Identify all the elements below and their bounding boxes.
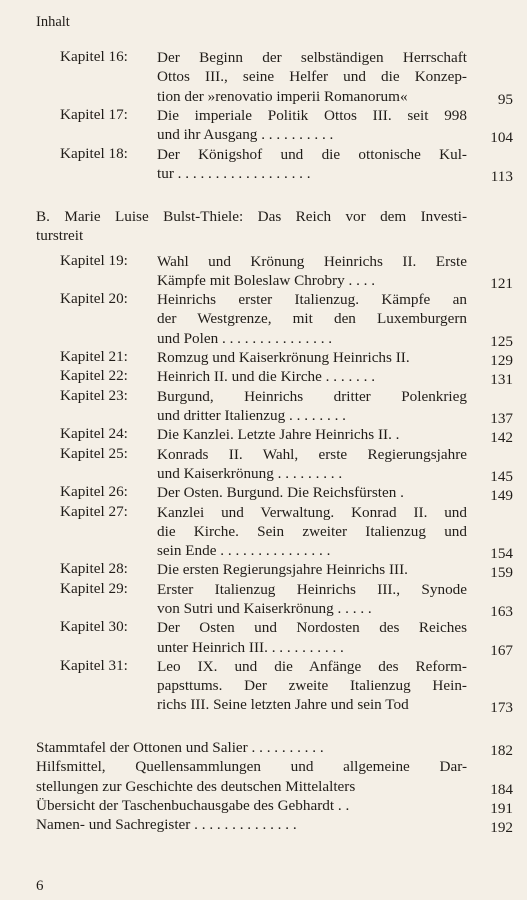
chapter-title-line: Kämpfe mit Boleslaw Chrobry . . . . (157, 271, 376, 289)
page-reference: 154 (490, 545, 513, 563)
page-reference: 104 (490, 129, 513, 147)
chapter-title-line: unter Heinrich III. . . . . . . . . . . (157, 638, 344, 656)
page-reference: 192 (490, 819, 513, 837)
chapter-title-line: Heinrich II. und die Kirche . . . . . . . (157, 368, 376, 386)
chapter-title-line: Der Beginn der selbständigen Herrschaft (157, 49, 467, 66)
chapter-title-line: Wahl und Krönung Heinrichs II. Erste (157, 252, 467, 270)
page-reference: 167 (490, 641, 513, 659)
page-reference: 121 (490, 274, 513, 292)
appendix-title-line: Namen- und Sachregister . . . . . . . . . . . . . . (36, 816, 297, 834)
appendix-title-line: Stammtafel der Ottonen und Salier . . . . . . . . . . (36, 739, 324, 756)
running-header: Inhalt (36, 14, 70, 30)
chapter-title-line: Der Königshof und die ottonische Kul- (157, 145, 467, 163)
page-reference: 173 (490, 699, 513, 717)
chapter-label: Kapitel 24: (60, 425, 128, 443)
chapter-title-line: Der Osten. Burgund. Die Reichsfürsten . (157, 484, 404, 502)
chapter-title-line: Romzug und Kaiserkrönung Heinrichs II. (157, 349, 410, 367)
chapter-label: Kapitel 20: (60, 290, 128, 308)
chapter-title-line: Ottos III., seine Helfer und die Konzep- (157, 68, 467, 86)
page-reference: 95 (497, 90, 513, 108)
chapter-title-line: tion der »renovatio imperii Romanorum« (157, 87, 408, 105)
chapter-title-line: Kanzlei und Verwaltung. Konrad II. und (157, 503, 467, 521)
chapter-label: Kapitel 26: (60, 483, 128, 501)
chapter-title-line: Heinrichs erster Italienzug. Kämpfe an (157, 291, 467, 309)
page-reference: 182 (490, 742, 513, 759)
chapter-label: Kapitel 17: (60, 105, 128, 123)
chapter-label: Kapitel 19: (60, 251, 128, 269)
chapter-title-line: die Kirche. Sein zweiter Italienzug und (157, 522, 467, 540)
page-reference: 142 (490, 429, 513, 447)
chapter-label: Kapitel 23: (60, 386, 128, 404)
page-reference: 163 (490, 602, 513, 620)
appendix-title-line: Übersicht der Taschenbuchausgabe des Gebhardt . . (36, 796, 350, 814)
page-reference: 125 (490, 332, 513, 350)
chapter-title-line: und Kaiserkrönung . . . . . . . . . (157, 464, 343, 482)
chapter-title-line: und dritter Italienzug . . . . . . . . (157, 406, 346, 424)
page-reference: 191 (490, 799, 513, 817)
chapter-title-line: Burgund, Heinrichs dritter Polenkrieg (157, 387, 467, 405)
page-reference: 145 (490, 467, 513, 485)
section-heading-line: turstreit (36, 227, 84, 245)
section-heading-line: B. Marie Luise Bulst-Thiele: Das Reich vor dem Investi- (36, 208, 467, 225)
chapter-title-line: tur . . . . . . . . . . . . . . . . . . (157, 164, 311, 182)
appendix-title-line: stellungen zur Geschichte des deutschen Mittelalters (36, 777, 356, 795)
page-reference: 159 (490, 564, 513, 582)
chapter-title-line: Die Kanzlei. Letzte Jahre Heinrichs II. . (157, 426, 400, 444)
chapter-label: Kapitel 16: (60, 48, 128, 65)
page-reference: 131 (490, 371, 513, 389)
chapter-title-line: der Westgrenze, mit den Luxemburgern (157, 310, 467, 328)
chapter-label: Kapitel 27: (60, 502, 128, 520)
page-number: 6 (36, 878, 44, 894)
chapter-label: Kapitel 21: (60, 348, 128, 366)
chapter-title-line: und Polen . . . . . . . . . . . . . . . (157, 329, 333, 347)
chapter-title-line: richs III. Seine letzten Jahre und sein Tod (157, 696, 409, 714)
page-reference: 137 (490, 409, 513, 427)
chapter-title-line: sein Ende . . . . . . . . . . . . . . . (157, 542, 331, 560)
appendix-title-line: Hilfsmittel, Quellensammlungen und allgemeine Dar- (36, 758, 467, 776)
chapter-label: Kapitel 28: (60, 560, 128, 578)
chapter-label: Kapitel 18: (60, 144, 128, 162)
chapter-title-line: Die ersten Regierungsjahre Heinrichs III. (157, 561, 408, 579)
chapter-title-line: Die imperiale Politik Ottos III. seit 998 (157, 106, 467, 124)
chapter-label: Kapitel 22: (60, 367, 128, 385)
chapter-label: Kapitel 30: (60, 618, 128, 636)
chapter-label: Kapitel 31: (60, 656, 128, 674)
page-reference: 149 (490, 487, 513, 505)
chapter-title-line: Der Osten und Nordosten des Reiches (157, 619, 467, 637)
chapter-title-line: Erster Italienzug Heinrichs III., Synode (157, 580, 467, 598)
chapter-title-line: Leo IX. und die Anfänge des Reform- (157, 657, 467, 675)
chapter-label: Kapitel 29: (60, 579, 128, 597)
chapter-title-line: von Sutri und Kaiserkrönung . . . . . (157, 599, 372, 617)
chapter-label: Kapitel 25: (60, 444, 128, 462)
page-reference: 129 (490, 352, 513, 370)
page-reference: 113 (490, 167, 513, 185)
chapter-title-line: Konrads II. Wahl, erste Regierungsjahre (157, 445, 467, 463)
chapter-title-line: papsttums. Der zweite Italienzug Hein- (157, 677, 467, 695)
page-reference: 184 (490, 780, 513, 798)
chapter-title-line: und ihr Ausgang . . . . . . . . . . (157, 126, 334, 144)
